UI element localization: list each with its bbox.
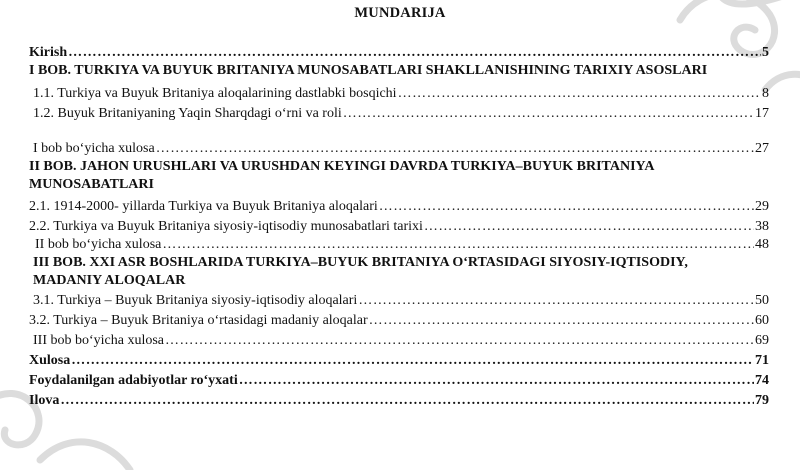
- toc-row: [29, 332, 769, 350]
- toc-page: 27: [755, 141, 769, 156]
- leader-dots: [68, 44, 761, 62]
- leader-dots: [156, 140, 754, 158]
- leader-dots: [379, 198, 754, 216]
- table-of-contents: [29, 44, 769, 410]
- toc-page: 74: [755, 373, 769, 388]
- leader-dots: [71, 352, 754, 370]
- toc-page: 38: [755, 219, 769, 234]
- toc-label: 2.1. 1914-2000- yillarda Turkiya va Buyuk Britaniya aloqalari: [29, 199, 378, 214]
- toc-row: [29, 292, 769, 310]
- toc-row-xulosa: [29, 352, 769, 370]
- leader-dots: [358, 292, 754, 310]
- toc-label: I bob bo‘yicha xulosa: [33, 141, 155, 156]
- toc-label: Foydalanilgan adabiyotlar ro‘yxati: [29, 373, 238, 388]
- leader-dots: [239, 372, 754, 390]
- document-title: MUNDARIJA: [354, 5, 446, 21]
- toc-row: [29, 85, 769, 103]
- toc-label: 2.2. Turkiya va Buyuk Britaniya siyosiy-iqtisodiy munosabatlari tarixi: [29, 219, 423, 234]
- toc-page: 60: [755, 313, 769, 328]
- toc-label: III bob bo‘yicha xulosa: [33, 333, 165, 348]
- toc-label: 1.1. Turkiya va Buyuk Britaniya aloqalarining dastlabki bosqichi: [33, 86, 397, 101]
- toc-row: [29, 236, 769, 254]
- toc-page: 48: [755, 237, 769, 252]
- toc-row: [29, 198, 769, 216]
- toc-page: 69: [755, 333, 769, 348]
- toc-label: II bob bo‘yicha xulosa: [35, 237, 162, 252]
- toc-row-ilova: [29, 392, 769, 410]
- toc-label: 3.2. Turkiya – Buyuk Britaniya o‘rtasidagi madaniy aloqalar: [29, 313, 368, 328]
- leader-dots: [398, 85, 761, 103]
- toc-row-adabiyotlar: [29, 372, 769, 390]
- toc-page: 29: [755, 199, 769, 214]
- chapter-heading-1: I BOB. TURKIYA VA BUYUK BRITANIYA MUNOSABATLARI SHAKLLANISHINING TARIXIY ASOSLARI: [29, 63, 708, 78]
- toc-page: 5: [762, 45, 769, 60]
- toc-label: Kirish: [29, 45, 68, 60]
- toc-page: 17: [755, 106, 769, 121]
- leader-dots: [162, 236, 754, 254]
- toc-row: [29, 218, 769, 236]
- toc-row: [29, 105, 769, 123]
- toc-page: 79: [755, 393, 769, 408]
- leader-dots: [165, 332, 754, 350]
- chapter-heading-2: II BOB. JAHON URUSHLARI VA URUSHDAN KEYINGI DAVRDA TURKIYA–BUYUK BRITANIYA MUNOSABATLARI: [29, 159, 654, 192]
- leader-dots: [343, 105, 754, 123]
- toc-label: 3.1. Turkiya – Buyuk Britaniya siyosiy-iqtisodiy aloqalari: [33, 293, 358, 308]
- toc-label: 1.2. Buyuk Britaniyaning Yaqin Sharqdagi o‘rni va roli: [33, 106, 342, 121]
- toc-page: 71: [755, 353, 769, 368]
- chapter-heading-3: III BOB. XXI ASR BOSHLARIDA TURKIYA–BUYUK BRITANIYA O‘RTASIDAGI SIYOSIY-IQTISODIY, MADANIY ALOQALAR: [33, 255, 688, 288]
- toc-row-kirish: [29, 44, 769, 62]
- toc-page: 8: [762, 86, 769, 101]
- toc-row: [29, 140, 769, 158]
- leader-dots: [369, 312, 754, 330]
- leader-dots: [60, 392, 754, 410]
- toc-label: Ilova: [29, 393, 60, 408]
- toc-row: [29, 312, 769, 330]
- toc-page: 50: [755, 293, 769, 308]
- leader-dots: [424, 218, 754, 236]
- toc-label: Xulosa: [29, 353, 71, 368]
